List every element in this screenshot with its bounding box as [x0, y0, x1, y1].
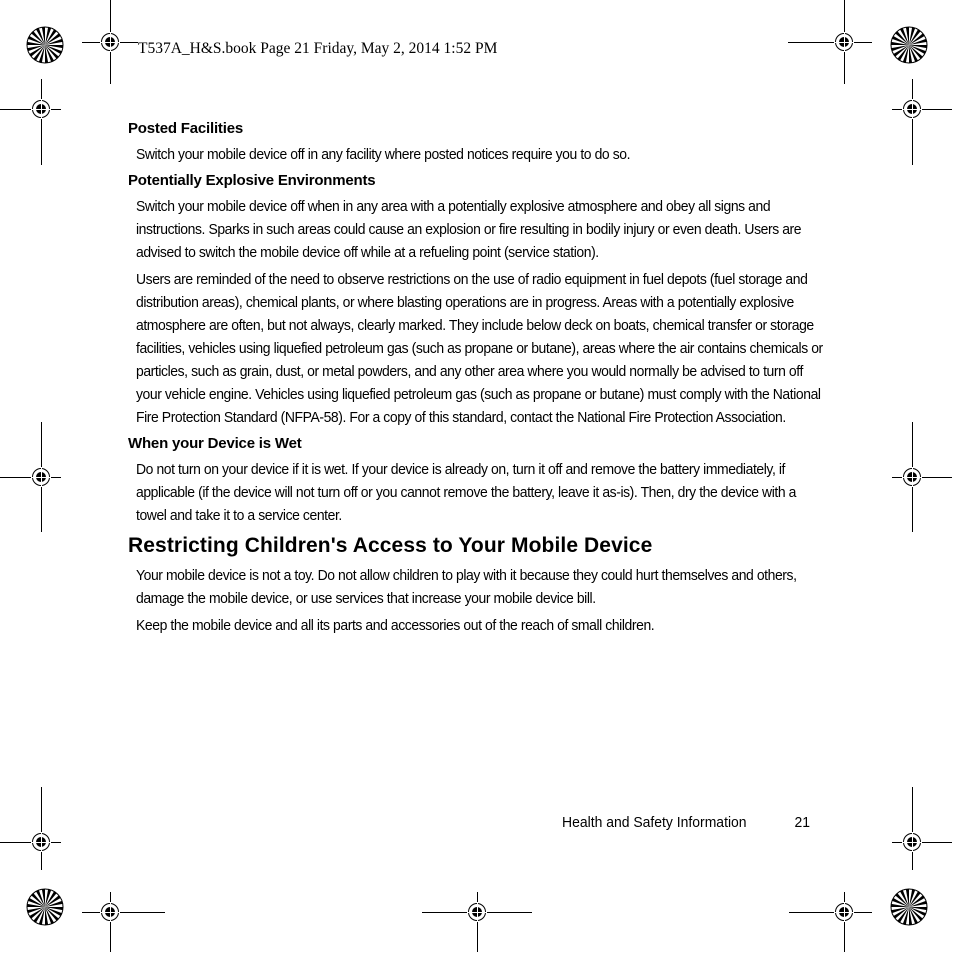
page-number: 21: [794, 814, 811, 831]
footer-section-name: Health and Safety Information: [562, 814, 747, 831]
sunburst-mark-bottom-left: [26, 888, 64, 926]
heading-posted-facilities: Posted Facilities: [128, 120, 243, 137]
sunburst-mark-bottom-right: [890, 888, 928, 926]
paragraph-explosive-2: Users are reminded of the need to observe restrictions on the use of radio equipment in fuel depots (fuel storage and distribution areas), chemical plants, or where blasting operations are in progress. Areas with a potentially explosive atmosphere are often, but not always, clearly marked. They include below deck on boats, chemical transfer or storage facilities, vehicles using liquefied petroleum gas (such as propane or butane), areas where the air contains chemicals or particles, such as grain, dust, or metal powders, and any other area where you would normally be advised to turn off your vehicle engine. Vehicles using liquefied petroleum gas (such as propane or butane) must comply with the National Fire Protection Standard (NFPA-58). For a copy of this standard, contact the National Fire Protection Association.: [136, 271, 823, 426]
paragraph-posted-facilities: Switch your mobile device off in any facility where posted notices require you to do so.: [136, 146, 631, 163]
paragraph-device-wet: Do not turn on your device if it is wet. If your device is already on, turn it off and remove the battery immediately, if applicable (if the device will not turn off or you cannot remove the battery, leave it as-is). Then, dry the device with a towel and take it to a service center.: [136, 461, 796, 524]
page-content: [128, 118, 823, 641]
page-footer: [562, 814, 811, 831]
heading-explosive-environments: Potentially Explosive Environments: [128, 172, 376, 189]
section-title-children: Restricting Children's Access to Your Mobile Device: [128, 534, 653, 557]
sunburst-mark-top-right: [890, 26, 928, 64]
heading-device-wet: When your Device is Wet: [128, 435, 302, 452]
paragraph-children-2: Keep the mobile device and all its parts and accessories out of the reach of small children.: [136, 617, 655, 634]
print-header: T537A_H&S.book Page 21 Friday, May 2, 2014 1:52 PM: [138, 40, 498, 57]
paragraph-children-1: Your mobile device is not a toy. Do not allow children to play with it because they could hurt themselves and others, damage the mobile device, or use services that increase your mobile device bill.: [136, 567, 797, 607]
paragraph-explosive-1: Switch your mobile device off when in any area with a potentially explosive atmosphere and obey all signs and instructions. Sparks in such areas could cause an explosion or fire resulting in bodily injury or even death. Users are advised to switch the mobile device off while at a refueling point (service station).: [136, 198, 802, 261]
sunburst-mark-top-left: [26, 26, 64, 64]
